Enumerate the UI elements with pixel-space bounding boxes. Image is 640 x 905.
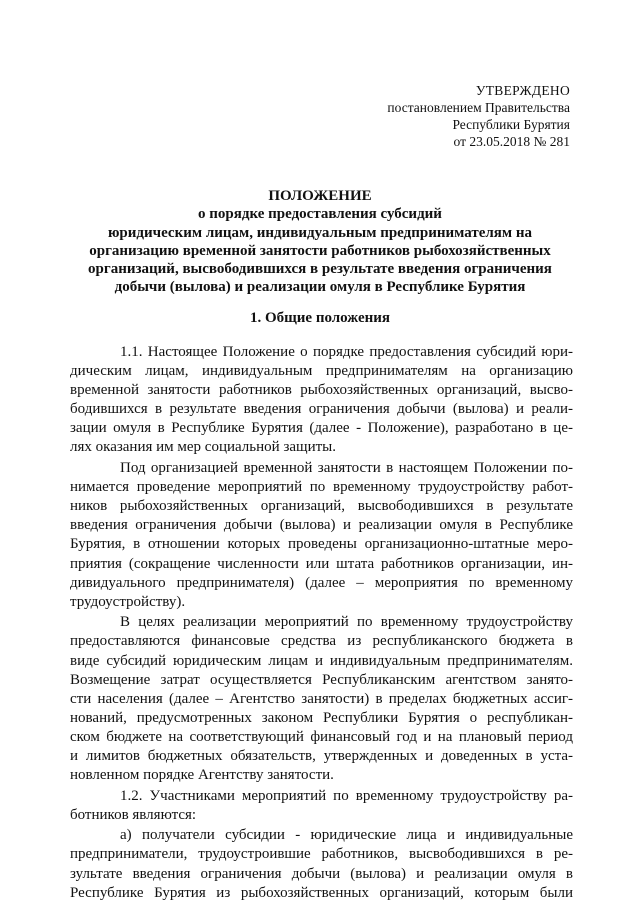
paragraph	[70, 613, 573, 785]
text-line: Бурятия, в отношении которых проведены организационно-штатные меро-	[70, 536, 573, 553]
text-line: лях оказания им мер социальной защиты.	[70, 439, 336, 456]
text-line: 1.1. Настоящее Положение о порядке предоставления субсидий юри-	[120, 344, 573, 360]
title-line: о порядке предоставления субсидий	[198, 206, 442, 223]
section-heading: 1. Общие положения	[249, 310, 391, 326]
text-line: Под организацией временной занятости в настоящем Положении по-	[120, 460, 573, 477]
text-line: ников рыбохозяйственных организаций, высвободившихся в результате	[70, 498, 573, 515]
text-line: дическим лицам, индивидуальным предпринимателям на организацию	[70, 363, 573, 380]
text-line: нований, предусмотренных законом Республики Бурятия о республикан-	[70, 709, 573, 726]
approval-line: постановлением Правительства	[387, 100, 570, 115]
text-line: предоставляются финансовые средства из республиканского бюджета в	[70, 633, 573, 650]
paragraph	[70, 459, 573, 612]
text-line: В целях реализации мероприятий по временному трудоустройству	[120, 614, 573, 631]
approval-line: Республики Бурятия	[452, 117, 570, 132]
paragraph	[70, 343, 573, 458]
document-body	[70, 343, 573, 904]
title-line: организацию временной занятости работников рыбохозяйственных	[89, 242, 551, 259]
text-line: приятия (сокращение численности или штата работников организации, ин-	[70, 555, 573, 572]
title-line: организаций, высвободившихся в результате введения ограничения	[88, 261, 552, 278]
text-line: ботников являются:	[70, 806, 197, 823]
title-line: добычи (вылова) и реализации омуля в Республике Бурятия	[114, 279, 526, 296]
approval-stamp	[387, 82, 570, 150]
text-line: а) получатели субсидии - юридические лица и индивидуальные	[120, 827, 573, 844]
text-line: введения ограничения добычи (вылова) и реализации омуля в Республике	[70, 517, 573, 534]
paragraph	[70, 826, 573, 902]
text-line: и лимитов бюджетных обязательств, утвержденных и доведенных в уста-	[70, 747, 573, 764]
title-line: юридическим лицам, индивидуальным предпринимателям на	[107, 224, 533, 241]
text-line: зультате введения ограничения добычи (вылова) и реализации омуля в	[70, 865, 573, 882]
text-line: зации омуля в Республике Бурятия (далее - Положение), разработано в це-	[70, 420, 573, 437]
text-line: трудоустройству).	[70, 593, 186, 610]
text-line: бодившихся в результате введения ограничения добычи (вылова) и реали-	[70, 401, 573, 418]
text-line: Возмещение затрат осуществляется Республиканским агентством занято-	[70, 671, 573, 688]
text-line: сти населения (далее – Агентство занятости) в пределах бюджетных ассиг-	[70, 690, 573, 707]
text-line: Республике Бурятия из рыбохозяйственных организаций, которым были	[70, 884, 573, 901]
text-line: 1.2. Участниками мероприятий по временному трудоустройству ра-	[120, 787, 573, 804]
text-line: новленном порядке Агентству занятости.	[70, 767, 334, 784]
text-line: виде субсидий юридическим лицам и индивидуальным предпринимателям.	[70, 652, 573, 669]
document-title	[70, 187, 570, 297]
text-line: временной занятости работников рыбохозяйственных организаций, высво-	[70, 382, 573, 399]
text-line: предприниматели, трудоустроившие работников, высвободившихся в ре-	[70, 846, 573, 863]
text-line: ском бюджете на соответствующий финансовый год и на плановый период	[70, 728, 573, 745]
title-line: ПОЛОЖЕНИЕ	[268, 188, 372, 204]
paragraph	[70, 787, 573, 825]
approval-line: от 23.05.2018 № 281	[453, 134, 570, 149]
text-line: дивидуального предпринимателя) (далее – мероприятия по временному	[70, 574, 573, 591]
text-line: нимается проведение мероприятий по временному трудоустройству работ-	[70, 479, 573, 496]
approval-heading: УТВЕРЖДЕНО	[475, 83, 570, 98]
